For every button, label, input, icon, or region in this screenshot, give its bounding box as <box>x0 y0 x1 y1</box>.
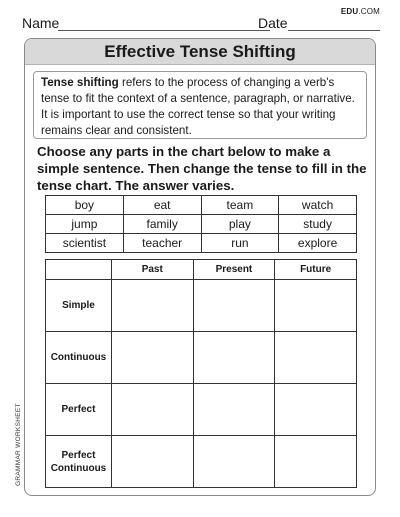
word-cell: jump <box>46 215 124 234</box>
word-cell: team <box>201 196 279 215</box>
word-chart-row <box>46 215 357 234</box>
tense-row-label: Perfect Continuous <box>46 436 112 488</box>
word-cell: watch <box>279 196 357 215</box>
tense-column-header: Past <box>111 260 193 280</box>
answer-cell[interactable] <box>193 384 275 436</box>
tense-row <box>46 332 357 384</box>
intro-box <box>33 71 367 139</box>
name-write-line[interactable] <box>58 30 270 31</box>
tense-chart-corner <box>46 260 112 280</box>
tense-column-header: Future <box>275 260 357 280</box>
tense-row <box>46 280 357 332</box>
word-cell: scientist <box>46 234 124 253</box>
answer-cell[interactable] <box>193 436 275 488</box>
tense-row-label: Continuous <box>46 332 112 384</box>
answer-cell[interactable] <box>275 436 357 488</box>
side-label: GRAMMAR WORKSHEET <box>15 403 22 486</box>
answer-cell[interactable] <box>275 280 357 332</box>
tense-row-label: Perfect <box>46 384 112 436</box>
instructions: Choose any parts in the chart below to make a simple sentence. Then change the tense to fill in the tense chart. The answer varies. <box>37 144 367 193</box>
worksheet-title: Effective Tense Shifting <box>104 41 296 61</box>
tense-row <box>46 436 357 488</box>
answer-cell[interactable] <box>111 332 193 384</box>
word-cell: explore <box>279 234 357 253</box>
tense-row-label: Simple <box>46 280 112 332</box>
answer-cell[interactable] <box>111 280 193 332</box>
answer-cell[interactable] <box>275 384 357 436</box>
word-cell: boy <box>46 196 124 215</box>
word-cell: teacher <box>123 234 201 253</box>
header <box>22 7 380 32</box>
answer-cell[interactable] <box>275 332 357 384</box>
word-cell: study <box>279 215 357 234</box>
word-cell: family <box>123 215 201 234</box>
answer-cell[interactable] <box>111 436 193 488</box>
tense-row <box>46 384 357 436</box>
word-chart-row <box>46 196 357 215</box>
answer-cell[interactable] <box>193 280 275 332</box>
word-chart-row <box>46 234 357 253</box>
word-cell: eat <box>123 196 201 215</box>
word-chart <box>45 195 357 253</box>
intro-term: Tense shifting <box>41 76 119 89</box>
worksheet-frame <box>24 38 376 496</box>
word-cell: play <box>201 215 279 234</box>
name-label: Name <box>22 15 60 31</box>
title-bar <box>25 39 375 65</box>
word-cell: run <box>201 234 279 253</box>
answer-cell[interactable] <box>193 332 275 384</box>
tense-column-header: Present <box>193 260 275 280</box>
intro-text: refers to the process of changing a verb's tense to fit the context of a sentence, paragraph, or narrative. It is important to use the correct tense so that your writing remains clear and consistent. <box>41 76 355 137</box>
brand-logo: EDU.COM <box>340 7 380 16</box>
date-write-line[interactable] <box>288 30 380 31</box>
tense-chart <box>45 259 357 488</box>
answer-cell[interactable] <box>111 384 193 436</box>
date-label: Date <box>258 15 288 31</box>
